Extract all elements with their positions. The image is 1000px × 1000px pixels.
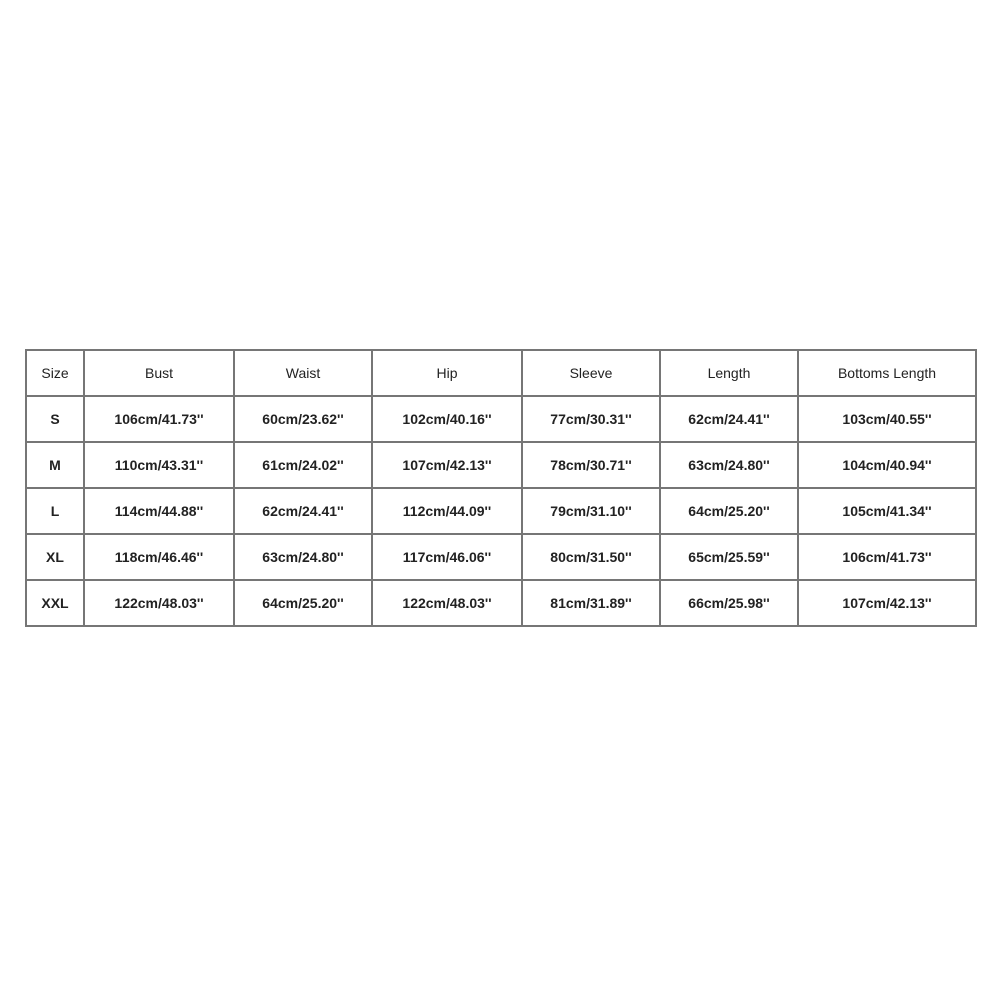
table-row bbox=[26, 580, 976, 626]
table-row bbox=[26, 488, 976, 534]
bottoms-length-cell: 106cm/41.73'' bbox=[798, 534, 976, 580]
header-size: Size bbox=[26, 350, 84, 396]
bottoms-length-cell: 105cm/41.34'' bbox=[798, 488, 976, 534]
length-cell: 64cm/25.20'' bbox=[660, 488, 798, 534]
header-hip: Hip bbox=[372, 350, 522, 396]
header-bust: Bust bbox=[84, 350, 234, 396]
size-cell: XL bbox=[26, 534, 84, 580]
hip-cell: 112cm/44.09'' bbox=[372, 488, 522, 534]
bust-cell: 106cm/41.73'' bbox=[84, 396, 234, 442]
length-cell: 65cm/25.59'' bbox=[660, 534, 798, 580]
waist-cell: 62cm/24.41'' bbox=[234, 488, 372, 534]
bust-cell: 110cm/43.31'' bbox=[84, 442, 234, 488]
bust-cell: 114cm/44.88'' bbox=[84, 488, 234, 534]
bust-cell: 118cm/46.46'' bbox=[84, 534, 234, 580]
header-length: Length bbox=[660, 350, 798, 396]
table-header-row bbox=[26, 350, 976, 396]
sleeve-cell: 80cm/31.50'' bbox=[522, 534, 660, 580]
length-cell: 66cm/25.98'' bbox=[660, 580, 798, 626]
hip-cell: 107cm/42.13'' bbox=[372, 442, 522, 488]
header-sleeve: Sleeve bbox=[522, 350, 660, 396]
hip-cell: 102cm/40.16'' bbox=[372, 396, 522, 442]
hip-cell: 122cm/48.03'' bbox=[372, 580, 522, 626]
bottoms-length-cell: 107cm/42.13'' bbox=[798, 580, 976, 626]
bottoms-length-cell: 103cm/40.55'' bbox=[798, 396, 976, 442]
sleeve-cell: 81cm/31.89'' bbox=[522, 580, 660, 626]
header-bottoms-length: Bottoms Length bbox=[798, 350, 976, 396]
size-cell: XXL bbox=[26, 580, 84, 626]
table-row bbox=[26, 442, 976, 488]
waist-cell: 64cm/25.20'' bbox=[234, 580, 372, 626]
size-cell: L bbox=[26, 488, 84, 534]
size-chart-table bbox=[25, 349, 977, 627]
length-cell: 63cm/24.80'' bbox=[660, 442, 798, 488]
size-cell: M bbox=[26, 442, 84, 488]
sleeve-cell: 79cm/31.10'' bbox=[522, 488, 660, 534]
waist-cell: 60cm/23.62'' bbox=[234, 396, 372, 442]
table-row bbox=[26, 534, 976, 580]
length-cell: 62cm/24.41'' bbox=[660, 396, 798, 442]
sleeve-cell: 77cm/30.31'' bbox=[522, 396, 660, 442]
header-waist: Waist bbox=[234, 350, 372, 396]
size-cell: S bbox=[26, 396, 84, 442]
waist-cell: 63cm/24.80'' bbox=[234, 534, 372, 580]
hip-cell: 117cm/46.06'' bbox=[372, 534, 522, 580]
waist-cell: 61cm/24.02'' bbox=[234, 442, 372, 488]
sleeve-cell: 78cm/30.71'' bbox=[522, 442, 660, 488]
bottoms-length-cell: 104cm/40.94'' bbox=[798, 442, 976, 488]
bust-cell: 122cm/48.03'' bbox=[84, 580, 234, 626]
table-row bbox=[26, 396, 976, 442]
